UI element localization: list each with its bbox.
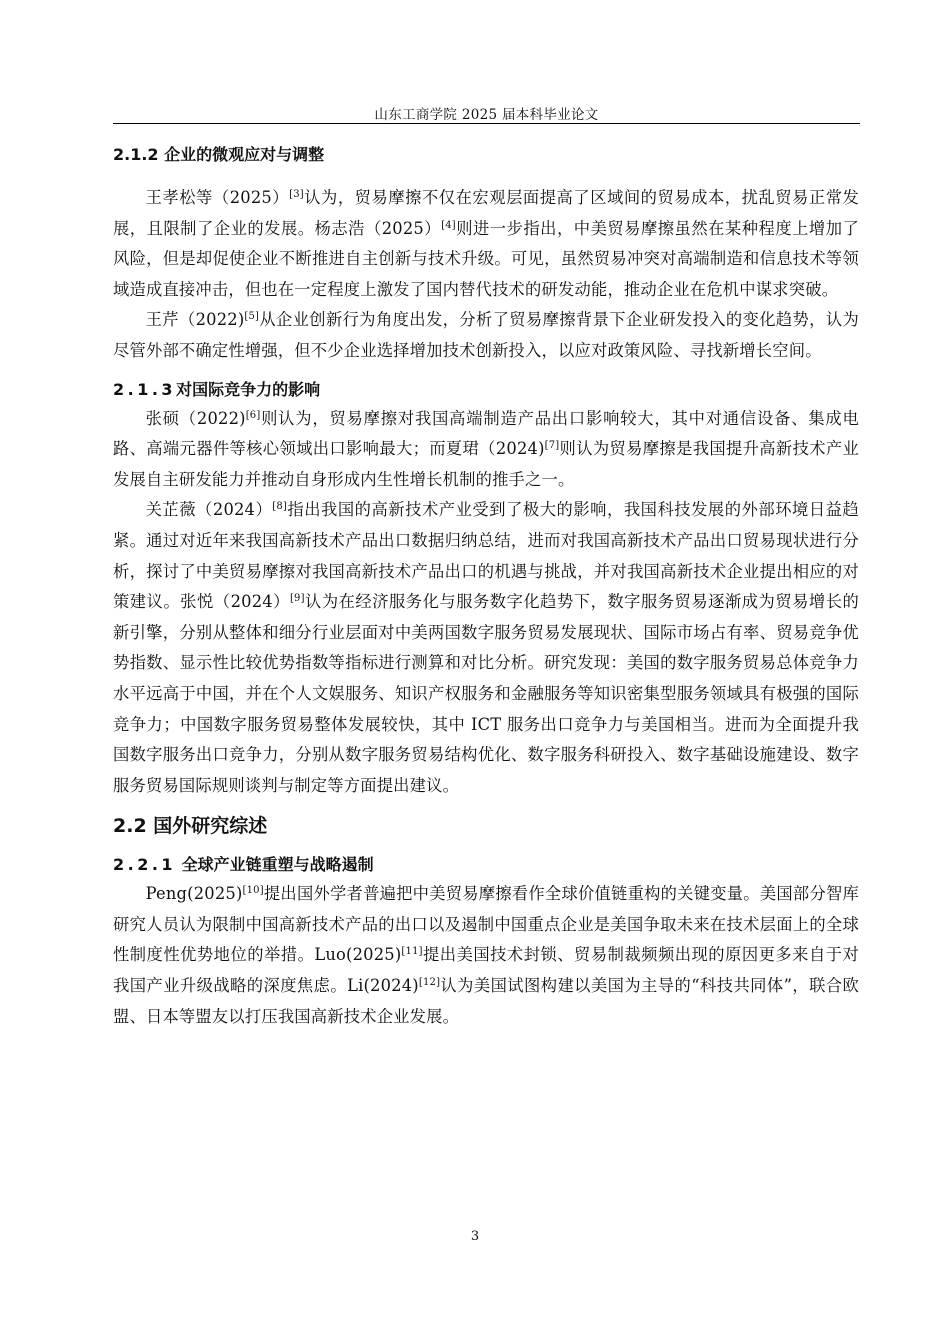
text-run: Peng(2025): [145, 884, 243, 904]
text-run: 张硕（2022): [145, 408, 246, 428]
section-heading-2-2-1: [113, 853, 859, 877]
section-number: 2.2.1: [113, 855, 177, 875]
text-run: 关芷薇（2024）: [145, 500, 273, 520]
text-run: 提出国外学者普遍把中美贸易摩擦看作全球价值链重构的关键变量。美国部分智库研究人员认为限制中国高新技术产品的出口以及遏制中国重点企业是美国争取未来在技术层面上的全球性制度性优势地位的举措。Luo(2025): [113, 884, 859, 965]
text-run: 王孝松等（2025）: [145, 188, 290, 207]
citation-ref: [4]: [441, 219, 456, 231]
paragraph: [113, 183, 859, 305]
section-number: 2.1.2: [113, 145, 159, 164]
citation-ref: [10]: [242, 885, 264, 897]
page-content: [113, 143, 859, 1032]
page-number: 3: [470, 1229, 480, 1244]
text-run: 王芹（2022): [145, 310, 245, 330]
section-title: 全球产业链重塑与战略遏制: [181, 855, 374, 875]
text-run: 则进一步指出，中美贸易摩擦虽然在某种程度上增加了风险，但是却促使企业不断推进自主创新与技术升级。可见，虽然贸易冲突对高端制造和信息技术等领域造成直接冲击，但也在一定程度上激发了国内替代技术的研发动能，推动企业在危机中谋求突破。: [113, 218, 859, 299]
section-title: 国外研究综述: [153, 815, 268, 838]
section-number: 2.1.3: [113, 379, 177, 399]
text-run: 从企业创新行为角度出发，分析了贸易摩擦背景下企业研发投入的变化趋势，认为尽管外部不确定性增强，但不少企业选择增加技术创新投入，以应对政策风险、寻找新增长空间。: [113, 310, 859, 360]
citation-ref: [11]: [401, 946, 423, 958]
paragraph: [113, 495, 859, 801]
section-title: 对国际竞争力的影响: [176, 379, 321, 399]
text-run: 则认为贸易摩擦是我国提升高新技术产业发展自主研发能力并推动自身形成内生性增长机制的推手之一。: [113, 439, 859, 489]
citation-ref: [6]: [245, 409, 261, 421]
section-number: 2.2: [113, 815, 147, 838]
citation-ref: [5]: [244, 311, 260, 323]
text-run: 指出我国的高新技术产业受到了极大的影响，我国科技发展的外部环境日益趋紧。通过对近年来我国高新技术产品出口数据归纳总结，进而对我国高新技术产品出口贸易现状进行分析，探讨了中美贸易摩擦对我国高新技术产品出口的机遇与挑战，并对我国高新技术企业提出相应的对策建议。张悦（2024）: [113, 500, 859, 612]
text-run: 认为在经济服务化与服务数字化趋势下，数字服务贸易逐渐成为贸易增长的新引擎，分别从整体和细分行业层面对中美两国数字服务贸易发展现状、国际市场占有率、贸易竞争优势指数、显示性比较优势指数等指标进行测算和对比分析。研究发现：美国的数字服务贸易总体竞争力水平远高于中国，并在个人文娱服务、知识产权服务和金融服务等知识密集型服务领域具有极强的国际竞争力；中国数字服务贸易整体发展较快，其中 ICT 服务出口竞争力与美国相当。进而为全面提升我国数字服务出口竞争力，分别从数字服务贸易结构优化、数字服务科研投入、数字基础设施建设、数字服务贸易国际规则谈判与制定等方面提出建议。: [113, 592, 859, 795]
paragraph: [113, 879, 859, 1032]
text-run: 认为，贸易摩擦不仅在宏观层面提高了区域间的贸易成本，扰乱贸易正常发展，且限制了企业的发展。杨志浩（2025）: [113, 188, 860, 238]
paragraph: [113, 305, 859, 366]
text-run: 认为美国试图构建以美国为主导的“科技共同体”，联合欧盟、日本等盟友以打压我国高新技术企业发展。: [113, 976, 859, 1026]
citation-ref: [7]: [544, 440, 560, 452]
section-heading-2-1-3: [113, 378, 859, 402]
text-run: 提出美国技术封锁、贸易制裁频频出现的原因更多来自于对我国产业升级战略的深度焦虑。Li(2024): [113, 945, 860, 996]
citation-ref: [3]: [289, 189, 304, 200]
citation-ref: [9]: [289, 593, 305, 605]
text-run: 则认为，贸易摩擦对我国高端制造产品出口影响较大，其中对通信设备、集成电路、高端元器件等核心领域出口影响最大；而夏珺（2024): [113, 408, 859, 459]
citation-ref: [12]: [418, 977, 441, 989]
page-header: 山东工商学院 2025 届本科毕业论文: [374, 107, 599, 123]
paragraph: [113, 404, 859, 496]
section-heading-2-1-2: [113, 143, 859, 167]
citation-ref: [8]: [272, 501, 288, 513]
header-rule: [113, 123, 860, 124]
section-title: 企业的微观应对与调整: [164, 145, 325, 164]
section-heading-2-2: [113, 811, 859, 841]
